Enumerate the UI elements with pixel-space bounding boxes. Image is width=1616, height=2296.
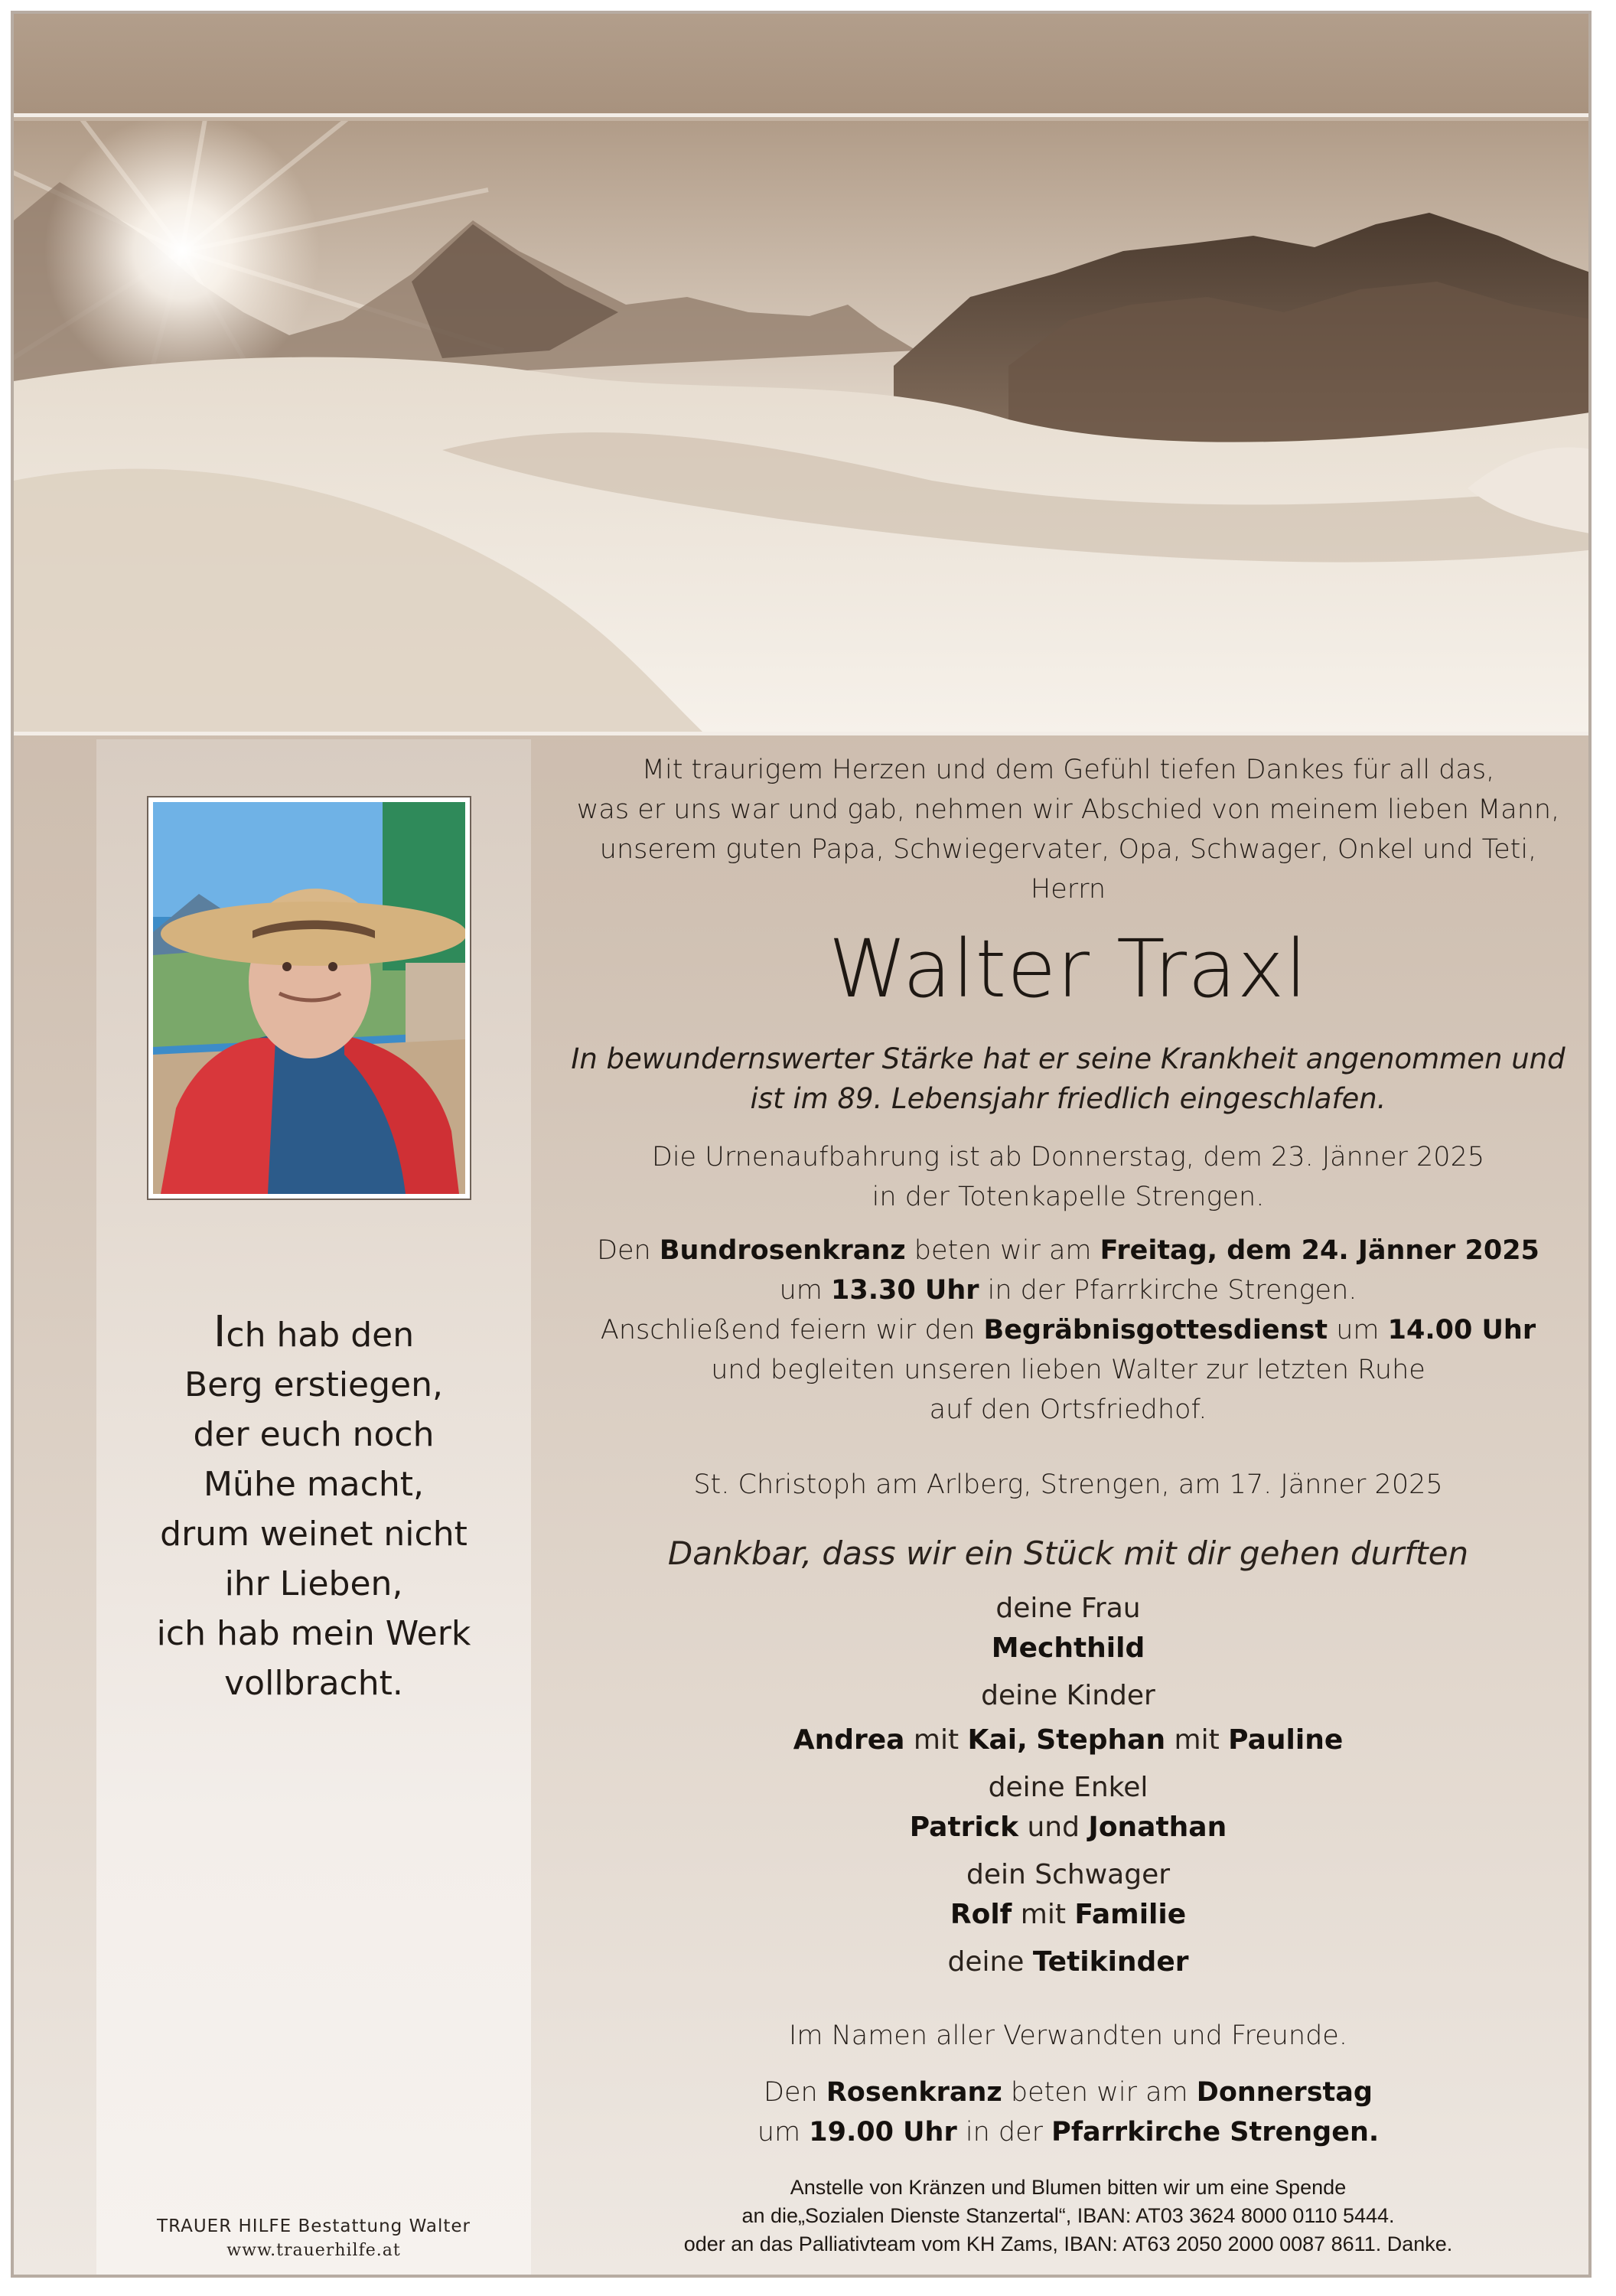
- funeral-line-3-a: Anschließend feiern wir den: [600, 1315, 984, 1345]
- donation-line-3: oder an das Palliativteam vom KH Zams, IBAN: AT63 2050 2000 0087 8611. Danke.: [683, 2232, 1453, 2255]
- rosary-line-2-a: um: [757, 2117, 810, 2148]
- motto: Dankbar, dass wir ein Stück mit dir gehen durften: [667, 1534, 1469, 1572]
- grandchildren-names: [542, 1808, 1592, 1848]
- children-names: [542, 1720, 1592, 1760]
- funeral-line-1-c: beten wir am: [905, 1235, 1100, 1266]
- funeral-text: [542, 1231, 1592, 1430]
- donation-line-2: an die„Sozialen Dienste Stanzertal“, IBAN: AT03 3624 8000 0110 5444.: [741, 2204, 1395, 2227]
- verse-line-7: ich hab mein Werk: [156, 1614, 471, 1653]
- funeral-line-4: und begleiten unseren lieben Walter zur letzten Ruhe: [711, 1355, 1425, 1385]
- grandchildren-and: und: [1018, 1812, 1089, 1843]
- godchildren-line: [542, 1942, 1592, 1982]
- brother-in-law-with: mit: [1012, 1899, 1075, 1930]
- viewing-text: [542, 1137, 1592, 1217]
- child-1: Andrea: [793, 1724, 905, 1756]
- verse-line-2: Berg erstiegen,: [184, 1365, 443, 1404]
- top-band: [14, 14, 1588, 113]
- verse-line-4: Mühe macht,: [204, 1465, 424, 1504]
- child-2-with: mit: [1165, 1724, 1229, 1756]
- wife-label: deine Frau: [995, 1593, 1141, 1624]
- verse-line-3: der euch noch: [193, 1415, 435, 1454]
- intro-line-2: was er uns war und gab, nehmen wir Abschied von meinem lieben Mann,: [576, 794, 1560, 825]
- funeral-line-1: [542, 1231, 1592, 1270]
- donation-line-1: Anstelle von Kränzen und Blumen bitten wir um eine Spende: [790, 2176, 1347, 2199]
- deceased-name: Walter Traxl: [828, 922, 1308, 1016]
- memorial-verse: [96, 1307, 531, 1708]
- intro-line-3: unserem guten Papa, Schwiegervater, Opa, Schwager, Onkel und Teti,: [599, 834, 1537, 865]
- intro-line-1: Mit traurigem Herzen und dem Gefühl tiefen Dankes für all das,: [641, 755, 1495, 785]
- funeral-line-2: [542, 1270, 1592, 1310]
- brother-in-law-names: [542, 1895, 1592, 1935]
- wife-name: Mechthild: [991, 1632, 1145, 1664]
- closing-text: Im Namen aller Verwandten und Freunde.: [789, 2020, 1347, 2051]
- grandchild-2: Jonathan: [1088, 1812, 1227, 1843]
- verse-line-1-text: ch hab den: [226, 1316, 415, 1355]
- funeral-line-5: auf den Ortsfriedhof.: [929, 1394, 1207, 1425]
- funeral-line-3: [542, 1310, 1592, 1350]
- funeral-line-3-b: Begräbnisgottesdienst: [983, 1315, 1328, 1345]
- verse-line-6: ihr Lieben,: [224, 1564, 403, 1603]
- mountain-banner-image: [14, 121, 1588, 732]
- rosary-line-2-c: in der: [956, 2117, 1052, 2148]
- funeral-line-1-b: Bundrosenkranz: [659, 1235, 906, 1266]
- verse-line-5: drum weinet nicht: [160, 1515, 468, 1554]
- obituary-card: [11, 11, 1592, 2278]
- rosary-line-2: [542, 2112, 1592, 2152]
- child-1-with: mit: [904, 1724, 968, 1756]
- viewing-line-2: in der Totenkapelle Strengen.: [872, 1182, 1265, 1212]
- funeral-line-2-c: in der Pfarrkirche Strengen.: [979, 1275, 1357, 1306]
- wife-name-line: [542, 1629, 1592, 1668]
- intro-line-4: Herrn: [1030, 874, 1106, 905]
- rosary-line-1-d: Donnerstag: [1196, 2077, 1373, 2108]
- brother-in-law-family: Familie: [1074, 1899, 1187, 1930]
- funeral-home-name: TRAUER HILFE Bestattung Walter: [157, 2216, 471, 2236]
- donation-text: [542, 2174, 1592, 2258]
- rosary-line-1-a: Den: [764, 2077, 826, 2108]
- tribute-line-1: In bewundernswerter Stärke hat er seine Krankheit angenommen und: [571, 1042, 1566, 1075]
- portrait-photo: [147, 796, 471, 1200]
- child-2-partner: Pauline: [1228, 1724, 1344, 1756]
- banner-divider: [14, 732, 1588, 735]
- funeral-line-3-d: 14.00 Uhr: [1387, 1315, 1536, 1345]
- funeral-home-url: www.trauerhilfe.at: [226, 2241, 401, 2260]
- rosary-line-2-d: Pfarrkirche Strengen.: [1051, 2117, 1380, 2148]
- child-1-partner: Kai,: [967, 1724, 1028, 1756]
- tribute-text: [542, 1039, 1592, 1119]
- funeral-line-2-a: um: [779, 1275, 831, 1306]
- funeral-line-1-a: Den: [597, 1235, 660, 1266]
- verse-dropcap: I: [213, 1307, 226, 1357]
- godchildren: Tetikinder: [1032, 1946, 1189, 1978]
- rosary-line-1-c: beten wir am: [1002, 2077, 1197, 2108]
- children-label: deine Kinder: [981, 1680, 1155, 1711]
- grandchild-1: Patrick: [909, 1812, 1019, 1843]
- child-2: Stephan: [1036, 1724, 1166, 1756]
- top-divider: [14, 113, 1588, 117]
- rosary-text: [542, 2073, 1592, 2152]
- intro-text: [542, 750, 1592, 909]
- verse-line-8: vollbracht.: [224, 1664, 403, 1703]
- rosary-line-1-b: Rosenkranz: [826, 2077, 1002, 2108]
- brother-in-law-label: dein Schwager: [966, 1859, 1171, 1890]
- funeral-line-2-b: 13.30 Uhr: [831, 1275, 979, 1306]
- godchildren-prefix: deine: [947, 1946, 1033, 1978]
- grandchildren-label: deine Enkel: [988, 1772, 1148, 1803]
- rosary-line-1: [542, 2073, 1592, 2112]
- viewing-line-1: Die Urnenaufbahrung ist ab Donnerstag, dem 23. Jänner 2025: [651, 1142, 1485, 1172]
- funeral-line-3-c: um: [1328, 1315, 1388, 1345]
- verse-line-1: [96, 1307, 531, 1360]
- tribute-line-2: ist im 89. Lebensjahr friedlich eingeschlafen.: [750, 1082, 1386, 1115]
- family-list: [542, 1589, 1592, 1982]
- brother-in-law-name: Rolf: [950, 1899, 1012, 1930]
- place-and-date: St. Christoph am Arlberg, Strengen, am 17. Jänner 2025: [693, 1469, 1443, 1500]
- rosary-line-2-b: 19.00 Uhr: [809, 2117, 957, 2148]
- funeral-line-1-d: Freitag, dem 24. Jänner 2025: [1100, 1235, 1539, 1266]
- funeral-home-credit: [96, 2216, 531, 2260]
